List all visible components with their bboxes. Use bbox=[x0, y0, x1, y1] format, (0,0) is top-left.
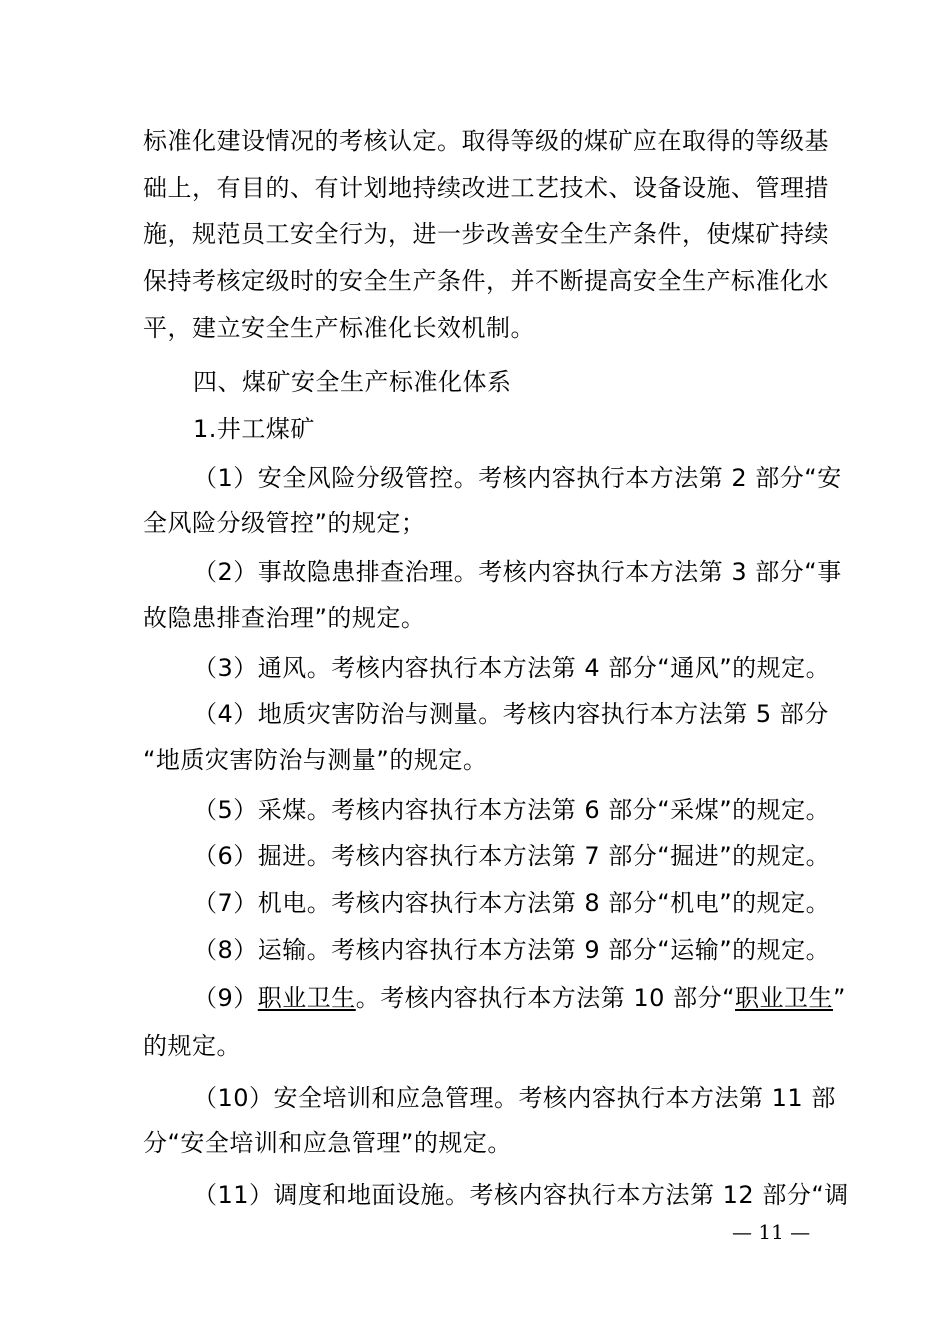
list-item: （11）调度和地面设施。考核内容执行本方法第 12 部分“调 bbox=[193, 1181, 849, 1209]
body-text-line: 标准化建设情况的考核认定。取得等级的煤矿应在取得的等级基 bbox=[143, 127, 829, 155]
list-item: （3）通风。考核内容执行本方法第 4 部分“通风”的规定。 bbox=[193, 654, 831, 682]
body-text-line: 施，规范员工安全行为，进一步改善安全生产条件，使煤矿持续 bbox=[143, 220, 829, 248]
page-number: — 11 — bbox=[732, 1220, 811, 1244]
list-item-continuation: 的规定。 bbox=[143, 1032, 241, 1060]
list-item: （7）机电。考核内容执行本方法第 8 部分“机电”的规定。 bbox=[193, 889, 831, 917]
item-number: （9） bbox=[193, 984, 258, 1012]
underlined-term: 职业卫生 bbox=[735, 984, 834, 1012]
list-item-continuation: 全风险分级管控”的规定； bbox=[143, 509, 426, 537]
list-item: （5）采煤。考核内容执行本方法第 6 部分“采煤”的规定。 bbox=[193, 796, 831, 824]
item-text: 。考核内容执行本方法第 10 部分“ bbox=[355, 984, 736, 1012]
body-text-line: 平，建立安全生产标准化长效机制。 bbox=[143, 314, 535, 342]
body-text-line: 保持考核定级时的安全生产条件，并不断提高安全生产标准化水 bbox=[143, 267, 829, 295]
list-item-continuation: “地质灾害防治与测量”的规定。 bbox=[143, 746, 488, 774]
list-item: （8）运输。考核内容执行本方法第 9 部分“运输”的规定。 bbox=[193, 936, 831, 964]
item-text: ” bbox=[833, 984, 846, 1012]
list-item bbox=[193, 983, 846, 1013]
list-item: （4）地质灾害防治与测量。考核内容执行本方法第 5 部分 bbox=[193, 700, 829, 728]
section-heading: 四、煤矿安全生产标准化体系 bbox=[193, 368, 512, 396]
subsection-heading: 1.井工煤矿 bbox=[193, 415, 315, 443]
body-text-line: 础上，有目的、有计划地持续改进工艺技术、设备设施、管理措 bbox=[143, 174, 829, 202]
list-item: （2）事故隐患排查治理。考核内容执行本方法第 3 部分“事 bbox=[193, 558, 842, 586]
list-item-continuation: 分“安全培训和应急管理”的规定。 bbox=[143, 1129, 512, 1157]
list-item: （6）掘进。考核内容执行本方法第 7 部分“掘进”的规定。 bbox=[193, 842, 831, 870]
list-item: （1）安全风险分级管控。考核内容执行本方法第 2 部分“安 bbox=[193, 464, 842, 492]
underlined-term: 职业卫生 bbox=[257, 984, 356, 1012]
list-item-continuation: 故隐患排查治理”的规定。 bbox=[143, 604, 426, 632]
list-item: （10）安全培训和应急管理。考核内容执行本方法第 11 部 bbox=[193, 1084, 836, 1112]
